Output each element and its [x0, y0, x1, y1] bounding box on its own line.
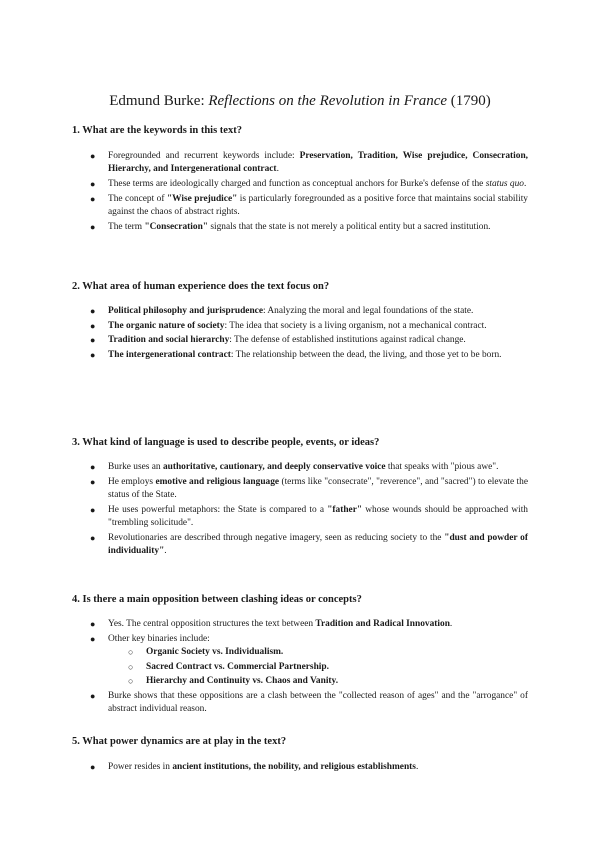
bullet-icon: ●	[90, 633, 96, 644]
sub-item-text: Organic Society vs. Individualism.	[146, 647, 284, 657]
bold-text: "Wise prejudice"	[166, 193, 238, 204]
list-item	[0, 690, 600, 717]
circle-bullet-icon: ○	[128, 661, 134, 672]
list-item	[0, 150, 600, 177]
list-item	[0, 532, 600, 559]
bullet-icon: ●	[90, 504, 96, 515]
bullet-icon: ●	[90, 151, 96, 161]
list-item	[0, 349, 600, 362]
bold-text: Preservation, Tradition, Wise prejudice, Consecration, Hierarchy, and Intergenerational contract	[108, 151, 529, 175]
text-run: that speaks with "pious awe".	[385, 462, 499, 472]
list-item	[0, 504, 600, 531]
bullet-icon: ●	[90, 193, 96, 204]
text-run: (terms like "consecrate", "reverence", and "sacred") to elevate the status of the State.	[108, 476, 528, 500]
bold-text: The organic nature of society	[108, 320, 225, 331]
list-item	[0, 334, 600, 347]
bold-text: authoritative, cautionary, and deeply conservative voice	[162, 462, 386, 472]
text-run: Burke uses an	[108, 462, 163, 472]
bullet-icon: ●	[90, 619, 96, 629]
text-run: .	[415, 762, 419, 772]
bold-text: "father"	[327, 504, 363, 515]
answer-list-5	[0, 761, 600, 776]
text-run: Other key binaries include:	[108, 633, 210, 644]
text-run: He employs	[108, 476, 156, 487]
bullet-icon: ●	[90, 762, 96, 772]
bullet-icon: ●	[90, 320, 96, 331]
title-work: Reflections on the Revolution in France	[208, 93, 448, 109]
text-run: .	[276, 164, 279, 175]
question-1: 1. What are the keywords in this text?	[72, 125, 242, 136]
bullet-icon: ●	[90, 349, 96, 360]
bold-text: Political philosophy and jurisprudence	[108, 306, 263, 316]
sub-item-text: Sacred Contract vs. Commercial Partnership.	[146, 661, 329, 672]
italic-text: status quo	[485, 179, 524, 189]
text-run: Foregrounded and recurrent keywords include:	[108, 151, 300, 161]
text-run: Power resides in	[108, 762, 173, 772]
bullet-icon: ●	[90, 335, 96, 346]
bullet-icon: ●	[90, 306, 96, 316]
list-item	[0, 476, 600, 503]
text-run: : The idea that society is a living organism, not a mechanical contract.	[224, 320, 487, 331]
bullet-icon: ●	[90, 179, 96, 189]
text-run: Revolutionaries are described through negative imagery, seen as reducing society to the	[108, 532, 445, 543]
bullet-icon: ●	[90, 462, 96, 472]
text-run: is particularly foregrounded as a positive force that maintains social stability against the chaos of abstract rights.	[108, 193, 528, 217]
circle-bullet-icon: ○	[128, 676, 134, 687]
question-3: 3. What kind of language is used to describe people, events, or ideas?	[72, 437, 380, 448]
title-author: Edmund Burke:	[109, 93, 205, 109]
text-run: Yes. The central opposition structures the text between	[108, 619, 316, 629]
list-item	[0, 461, 600, 474]
sub-list-item	[0, 661, 600, 674]
answer-list-4	[0, 618, 600, 647]
document-title	[0, 92, 600, 110]
text-run: whose wounds should be approached with "trembling solicitude".	[108, 504, 528, 528]
text-run: .	[523, 179, 527, 189]
sub-list-4	[0, 646, 600, 690]
answer-list-3	[0, 461, 600, 560]
answer-list-1	[0, 150, 600, 235]
title-year: (1790)	[450, 93, 491, 109]
text-run: He uses powerful metaphors: the State is compared to a	[108, 504, 328, 515]
bold-text: Tradition and social hierarchy	[108, 335, 230, 346]
question-5: 5. What power dynamics are at play in the text?	[72, 736, 287, 747]
list-item	[0, 193, 600, 220]
bold-text: "Consecration"	[144, 221, 208, 232]
list-item	[0, 633, 600, 646]
circle-bullet-icon: ○	[128, 647, 134, 657]
list-item	[0, 618, 600, 631]
bullet-icon: ●	[90, 221, 96, 232]
list-item	[0, 178, 600, 191]
text-run: .	[164, 546, 167, 556]
bold-text: "dust and powder of individuality"	[108, 532, 528, 556]
answer-list-2	[0, 305, 600, 363]
sub-list-item	[0, 675, 600, 688]
sub-item-text: Hierarchy and Continuity vs. Chaos and Vanity.	[146, 676, 339, 687]
text-run: The concept of	[108, 193, 167, 204]
text-run: Burke shows that these oppositions are a clash between the "collected reason of ages" and the "arrogance" of abstract individual reason.	[108, 691, 528, 715]
question-4: 4. Is there a main opposition between clashing ideas or concepts?	[72, 594, 362, 605]
answer-list-4b	[0, 690, 600, 718]
text-run: : The relationship between the dead, the living, and those yet to be born.	[230, 349, 502, 360]
text-run: These terms are ideologically charged and function as conceptual anchors for Burke's defense of the	[108, 179, 486, 189]
list-item	[0, 221, 600, 234]
bold-text: ancient institutions, the nobility, and religious establishments	[172, 762, 416, 772]
text-run: : Analyzing the moral and legal foundations of the state.	[262, 306, 474, 316]
bold-text: emotive and religious language	[155, 476, 280, 487]
list-item	[0, 320, 600, 333]
text-run: The term	[108, 221, 145, 232]
text-run: .	[449, 619, 453, 629]
bullet-icon: ●	[90, 476, 96, 487]
text-run: : The defense of established institutions against radical change.	[229, 335, 466, 346]
bullet-icon: ●	[90, 691, 96, 701]
bullet-icon: ●	[90, 532, 96, 543]
bold-text: The intergenerational contract	[108, 349, 231, 360]
bold-text: Tradition and Radical Innovation	[315, 619, 450, 629]
sub-list-item	[0, 646, 600, 659]
list-item	[0, 305, 600, 318]
question-2: 2. What area of human experience does the text focus on?	[72, 281, 330, 292]
text-run: signals that the state is not merely a political entity but a sacred institution.	[207, 221, 491, 232]
list-item	[0, 761, 600, 774]
